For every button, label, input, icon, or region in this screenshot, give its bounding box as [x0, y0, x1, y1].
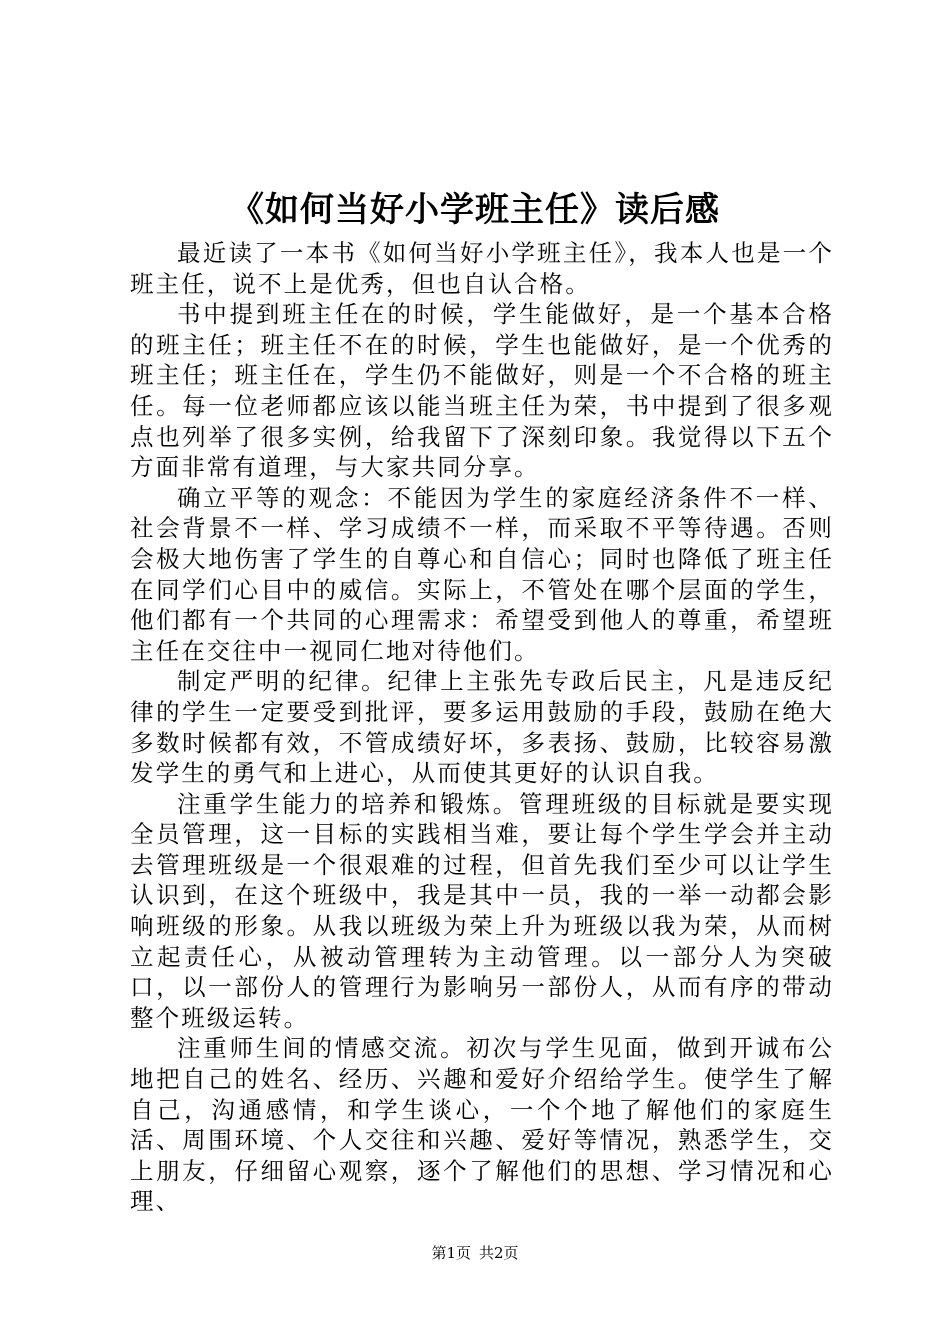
page-total: 共2页	[479, 1244, 519, 1262]
paragraph-4: 制定严明的纪律。纪律上主张先专政后民主，凡是违反纪律的学生一定要受到批评，要多运用鼓励的手段，鼓励在绝大多数时候都有效，不管成绩好坏，多表扬、鼓励，比较容易激发学生的勇气和上进心，从而使其更好的认识自我。	[130, 667, 834, 788]
paragraph-6: 注重师生间的情感交流。初次与学生见面，做到开诚布公地把自己的姓名、经历、兴趣和爱好介绍给学生。使学生了解自己，沟通感情，和学生谈心，一个个地了解他们的家庭生活、周围环境、个人交往和兴趣、爱好等情况，熟悉学生，交上朋友，仔细留心观察，逐个了解他们的思想、学习情况和心理、	[130, 1034, 834, 1216]
paragraph-5: 注重学生能力的培养和锻炼。管理班级的目标就是要实现全员管理，这一目标的实践相当难，要让每个学生学会并主动去管理班级是一个很艰难的过程，但首先我们至少可以让学生认识到，在这个班级中，我是其中一员，我的一举一动都会影响班级的形象。从我以班级为荣上升为班级以我为荣，从而树立起责任心，从被动管理转为主动管理。以一部分人为突破口，以一部份人的管理行为影响另一部份人，从而有序的带动整个班级运转。	[130, 789, 834, 1032]
page-number: 第1页	[431, 1244, 471, 1262]
document-title: 《如何当好小学班主任》读后感	[230, 190, 720, 230]
paragraph-3: 确立平等的观念：不能因为学生的家庭经济条件不一样、社会背景不一样、学习成绩不一样，而采取不平等待遇。否则会极大地伤害了学生的自尊心和自信心；同时也降低了班主任在同学们心目中的威信。实际上，不管处在哪个层面的学生，他们都有一个共同的心理需求：希望受到他人的尊重，希望班主任在交往中一视同仁地对待他们。	[130, 483, 834, 665]
page-footer	[0, 1243, 950, 1263]
document-body	[130, 238, 834, 1217]
paragraph-2: 书中提到班主任在的时候，学生能做好，是一个基本合格的班主任；班主任不在的时候，学生也能做好，是一个优秀的班主任；班主任在，学生仍不能做好，则是一个不合格的班主任。每一位老师都应该以能当班主任为荣，书中提到了很多观点也列举了很多实例，给我留下了深刻印象。我觉得以下五个方面非常有道理，与大家共同分享。	[130, 300, 834, 482]
paragraph-1: 最近读了一本书《如何当好小学班主任》，我本人也是一个班主任，说不上是优秀，但也自认合格。	[130, 239, 834, 298]
